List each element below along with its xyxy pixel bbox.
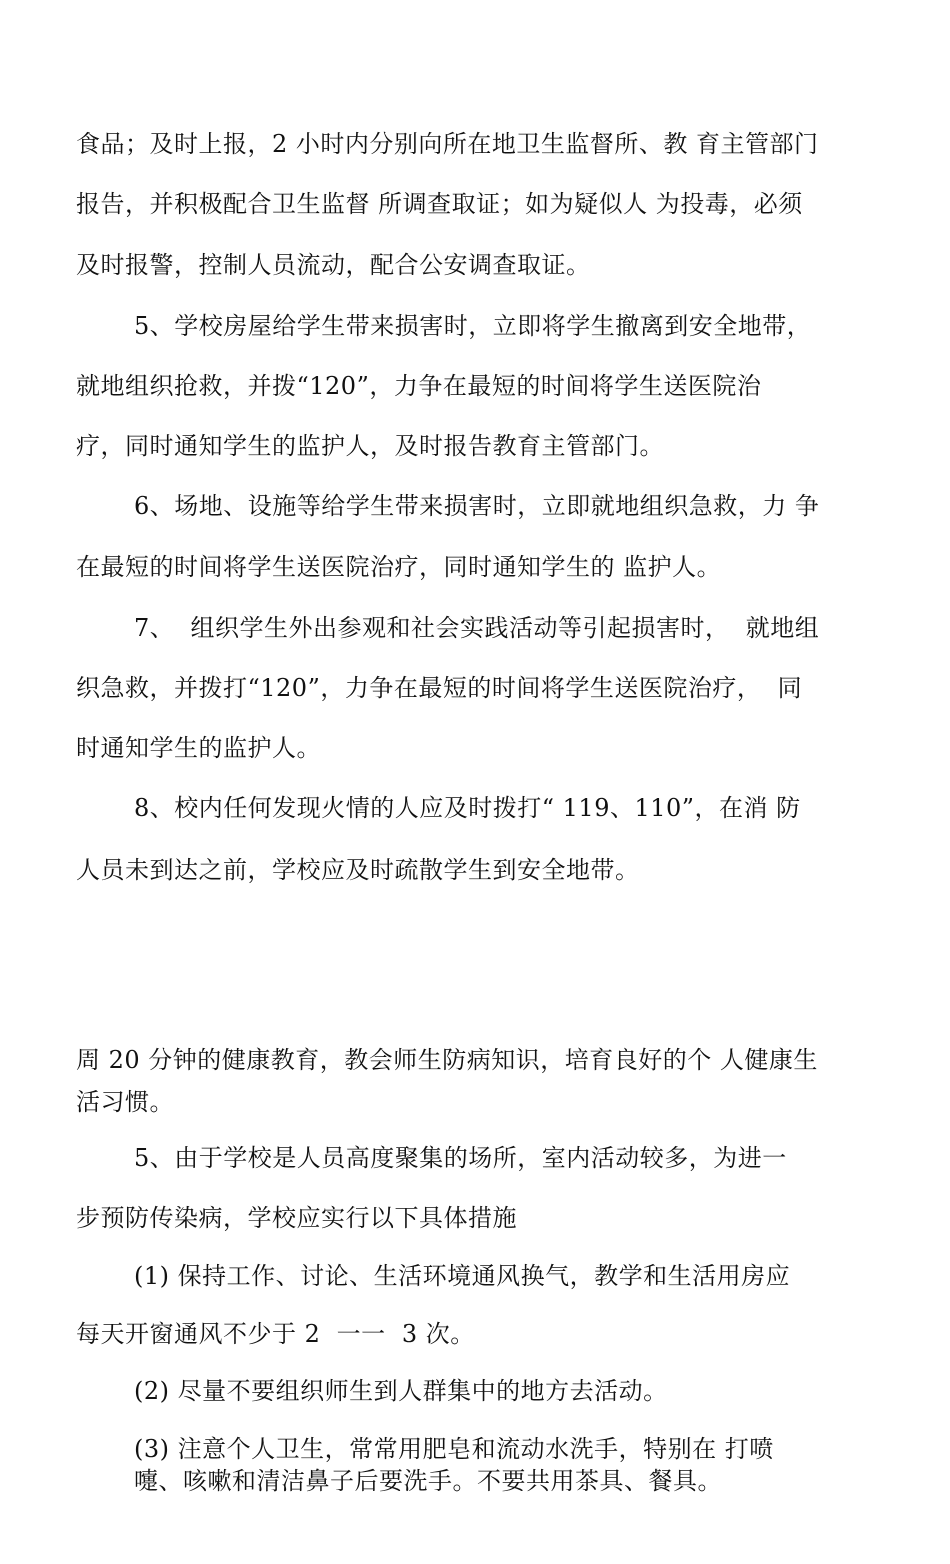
item-1-line-1: (1) 保持工作、讨论、生活环境通风换气，教学和生活用房应 <box>134 1262 791 1290</box>
text-line: 及时报警，控制人员流动，配合公安调查取证。 <box>76 251 591 279</box>
text-line: 食品；及时上报，2 小时内分别向所在地卫生监督所、教 育主管部门 <box>76 130 819 158</box>
text-line: 步预防传染病，学校应实行以下具体措施 <box>76 1204 517 1232</box>
item-2-line-1: (2) 尽量不要组织师生到人群集中的地方去活动。 <box>134 1377 668 1405</box>
text-line: 周 20 分钟的健康教育，教会师生防病知识，培育良好的个 人健康生 <box>76 1046 818 1074</box>
paragraph-7-line-1: 7、 组织学生外出参观和社会实践活动等引起损害时， 就地组 <box>134 614 820 642</box>
paragraph-6-line-1: 6、场地、设施等给学生带来损害时，立即就地组织急救，力 争 <box>134 492 820 520</box>
text-line: 时通知学生的监护人。 <box>76 734 321 762</box>
text-line: 在最短的时间将学生送医院治疗，同时通知学生的 监护人。 <box>76 553 722 581</box>
item-3-line-2: 嚏、咳嗽和清洁鼻子后要洗手。不要共用茶具、餐具。 <box>134 1467 722 1495</box>
paragraph-5-line-1: 5、学校房屋给学生带来损害时，立即将学生撤离到安全地带， <box>134 312 812 340</box>
item-3-line-1: (3) 注意个人卫生，常常用肥皂和流动水洗手，特别在 打喷 <box>134 1435 774 1463</box>
text-line: 活习惯。 <box>76 1088 174 1116</box>
text-line: 疗，同时通知学生的监护人，及时报告教育主管部门。 <box>76 432 664 460</box>
paragraph-8-line-1: 8、校内任何发现火情的人应及时拨打“ 119、110”，在消 防 <box>134 794 801 822</box>
text-line: 人员未到达之前，学校应及时疏散学生到安全地带。 <box>76 856 640 884</box>
text-line: 织急救，并拨打“120”，力争在最短的时间将学生送医院治疗， 同 <box>76 674 803 702</box>
paragraph-5-line-1: 5、由于学校是人员高度聚集的场所，室内活动较多，为进一 <box>134 1144 787 1172</box>
text-line: 报告，并积极配合卫生监督 所调查取证；如为疑似人 为投毒，必须 <box>76 190 803 218</box>
text-line: 每天开窗通风不少于 2 一一 3 次。 <box>76 1320 475 1348</box>
text-line: 就地组织抢救，并拨“120”，力争在最短的时间将学生送医院治 <box>76 372 762 400</box>
